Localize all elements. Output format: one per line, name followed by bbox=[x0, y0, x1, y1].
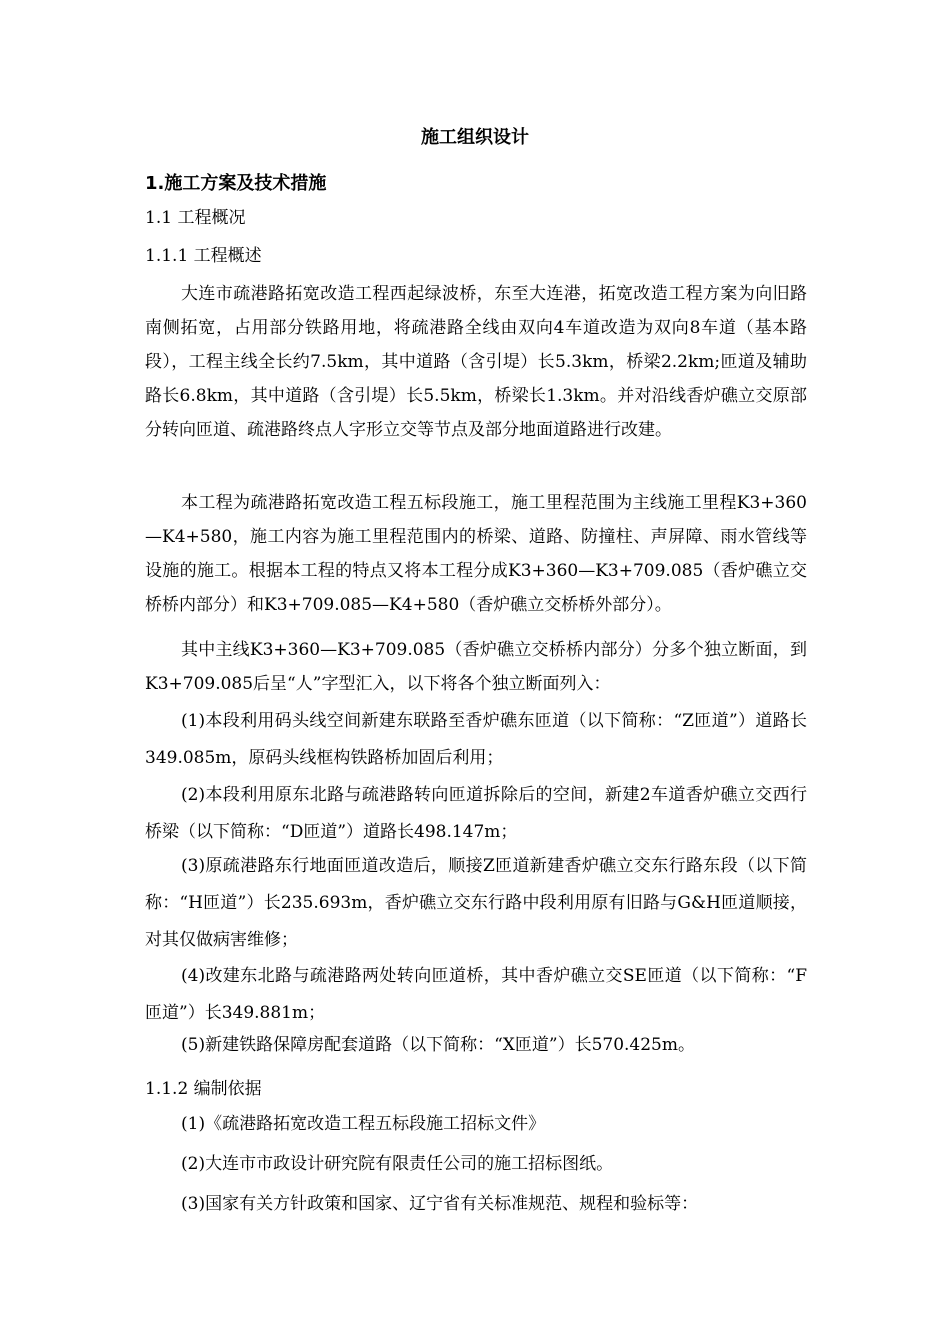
list-item: (2)本段利用原东北路与疏港路转向匝道拆除后的空间，新建2车道香炉礁立交西行桥梁（以下简称：“D匝道”）道路长498.147m； bbox=[145, 785, 807, 842]
reference-item: (2)大连市市政设计研究院有限责任公司的施工招标图纸。 bbox=[181, 1154, 614, 1174]
section-heading-1: 1.施工方案及技术措施 bbox=[145, 173, 327, 194]
list-item: (4)改建东北路与疏港路两处转向匝道桥，其中香炉礁立交SE匝道（以下简称：“F匝道”）长349.881m； bbox=[145, 966, 807, 1023]
list-item: (5)新建铁路保障房配套道路（以下简称：“X匝道”）长570.425m。 bbox=[181, 1035, 695, 1055]
reference-item: (3)国家有关方针政策和国家、辽宁省有关标准规范、规程和验标等： bbox=[181, 1194, 699, 1214]
document-title: 施工组织设计 bbox=[421, 127, 529, 148]
overview-paragraph-3: 其中主线K3+360—K3+709.085（香炉礁立交桥桥内部分）分多个独立断面，到K3+709.085后呈“人”字型汇入，以下将各个独立断面列入： bbox=[145, 640, 807, 694]
reference-item: (1)《疏港路拓宽改造工程五标段施工招标文件》 bbox=[181, 1114, 546, 1134]
list-item: (1)本段利用码头线空间新建东联路至香炉礁东匝道（以下简称：“Z匝道”）道路长349.085m，原码头线框构铁路桥加固后利用； bbox=[145, 711, 807, 768]
overview-paragraph-2: 本工程为疏港路拓宽改造工程五标段施工，施工里程范围为主线施工里程K3+360—K4+580，施工内容为施工里程范围内的桥梁、道路、防撞柱、声屏障、雨水管线等设施的施工。根据本工程的特点又将本工程分成K3+360—K3+709.085（香炉礁立交桥桥内部分）和K3+709.085—K4+580（香炉礁立交桥桥外部分）。 bbox=[145, 493, 807, 615]
section-heading-1-1-1: 1.1.1 工程概述 bbox=[145, 246, 262, 266]
overview-paragraph-1: 大连市疏港路拓宽改造工程西起绿波桥，东至大连港，拓宽改造工程方案为向旧路南侧拓宽，占用部分铁路用地，将疏港路全线由双向4车道改造为双向8车道（基本路段），工程主线全长约7.5km，其中道路（含引堤）长5.3km，桥梁2.2km;匝道及辅助路长6.8km，其中道路（含引堤）长5.5km，桥梁长1.3km。并对沿线香炉礁立交原部分转向匝道、疏港路终点人字形立交等节点及部分地面道路进行改建。 bbox=[145, 284, 807, 440]
section-heading-1-1-2: 1.1.2 编制依据 bbox=[145, 1079, 262, 1099]
section-heading-1-1: 1.1 工程概况 bbox=[145, 208, 246, 228]
list-item: (3)原疏港路东行地面匝道改造后，顺接Z匝道新建香炉礁立交东行路东段（以下简称：“H匝道”）长235.693m，香炉礁立交东行路中段利用原有旧路与G&H匝道顺接，对其仅做病害维修； bbox=[145, 856, 807, 950]
